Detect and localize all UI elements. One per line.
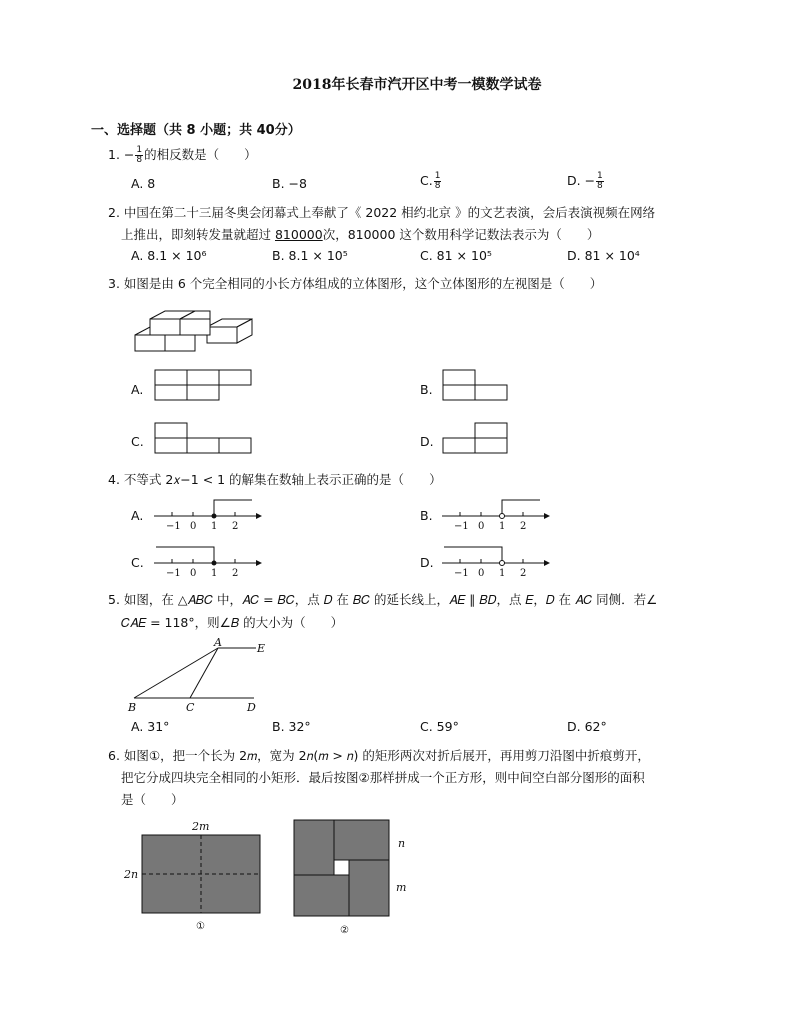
q1-option-d-fraction — [596, 172, 604, 191]
point-label-c: C — [186, 701, 195, 714]
q4-option-a-numberline — [152, 496, 264, 532]
tick-label: 1 — [499, 568, 506, 579]
q6-figure-2 — [288, 815, 418, 935]
tick-label: 0 — [478, 521, 485, 532]
question-1 — [108, 144, 708, 166]
q4-option-d[interactable]: D. — [420, 555, 434, 570]
q1-frac-den: 8 — [136, 155, 143, 165]
fig1-height-label: 2n — [124, 868, 139, 881]
q3-solid-figure — [130, 300, 260, 355]
q1-stem: 的相反数是（ ） — [144, 147, 257, 162]
q3-option-d[interactable]: D. — [420, 434, 434, 449]
q4-option-c-numberline — [152, 543, 264, 579]
tick-label: −1 — [454, 521, 469, 532]
point-label-d: D — [247, 701, 256, 714]
q1-number: 1. — [108, 147, 120, 162]
q1-neg-sign: − — [123, 147, 135, 162]
tick-label: 1 — [211, 568, 218, 579]
q4-option-d-numberline — [440, 543, 552, 579]
q4-option-c[interactable]: C. — [131, 555, 144, 570]
tick-label: −1 — [166, 568, 181, 579]
q1-frac-num: 1 — [136, 145, 143, 155]
fig2-caption: ② — [340, 925, 349, 935]
q1-fraction — [135, 146, 143, 165]
q1-option-d-den: 8 — [597, 181, 603, 191]
tick-label: −1 — [454, 568, 469, 579]
q5-option-c[interactable]: C. 59° — [420, 719, 459, 734]
q4-stem: 4. 不等式 2𝑥−1 < 1 的解集在数轴上表示正确的是（ ） — [108, 472, 442, 487]
tick-label: 2 — [520, 568, 527, 579]
q2-line2-underlined: 810000 — [274, 227, 323, 242]
q6-line1: 6. 如图①，把一个长为 2𝑚，宽为 2𝑛(𝑚 > 𝑛) 的矩形两次对折后展开，再用剪刀沿图中折痕剪开， — [108, 748, 650, 763]
tick-label: 0 — [478, 568, 485, 579]
tick-label: 0 — [190, 568, 197, 579]
point-label-a: A — [214, 638, 222, 649]
q2-line2-pre: 上推出，即刻转发量就超过 — [121, 227, 275, 242]
tick-label: 2 — [232, 521, 239, 532]
tick-label: 0 — [190, 521, 197, 532]
section-heading: 一、选择题（共 8 小题；共 40分） — [91, 123, 301, 138]
tick-label: 2 — [520, 521, 527, 532]
q5-line2: 𝐶𝐴𝐸 = 118°，则∠𝐵 的大小为（ ） — [121, 615, 344, 630]
q2-line2-post: 次，810000 这个数用科学记数法表示为（ ） — [322, 227, 600, 242]
q2-line2 — [121, 224, 721, 246]
q1-option-b[interactable]: B. −8 — [272, 176, 307, 191]
q2-option-c[interactable]: C. 81 × 10⁵ — [420, 248, 492, 263]
fig2-m-label: m — [396, 881, 407, 894]
q5-line1: 5. 如图，在 △𝐴𝐵𝐶 中，𝐴𝐶 = 𝐵𝐶，点 𝐷 在 𝐵𝐶 的延长线上，𝐴𝐸 ∥ 𝐵𝐷，点 𝐸，𝐷 在 𝐴𝐶 同侧．若∠ — [108, 592, 658, 607]
q3-option-c-figure — [154, 422, 254, 456]
q1-option-c-fraction — [434, 172, 442, 191]
point-label-e: E — [257, 642, 266, 655]
q1-option-c[interactable] — [420, 172, 442, 191]
q1-option-c-label: C. — [420, 173, 433, 188]
q4-option-b-numberline — [440, 496, 552, 532]
q3-stem: 3. 如图是由 6 个完全相同的小长方体组成的立体图形，这个立体图形的左视图是（ ） — [108, 276, 603, 291]
q1-option-d-label: D. − — [567, 173, 596, 188]
tick-label: 1 — [499, 521, 506, 532]
fig1-caption: ① — [196, 921, 205, 932]
q3-option-b-figure — [442, 369, 512, 403]
tick-label: 1 — [211, 521, 218, 532]
q3-option-a[interactable]: A. — [131, 382, 144, 397]
q3-option-b[interactable]: B. — [420, 382, 433, 397]
q5-option-d[interactable]: D. 62° — [567, 719, 607, 734]
q5-option-a[interactable]: A. 31° — [131, 719, 170, 734]
page-title: 2018年长春市汽开区中考一模数学试卷 — [292, 77, 542, 93]
q3-option-a-figure — [154, 369, 254, 403]
fig2-n-label: n — [398, 837, 406, 850]
q1-option-c-den: 8 — [434, 181, 441, 191]
point-label-b: B — [128, 701, 137, 714]
tick-label: 2 — [232, 568, 239, 579]
q3-option-c[interactable]: C. — [131, 434, 144, 449]
fig1-width-label: 2m — [192, 820, 210, 833]
q2-option-b[interactable]: B. 8.1 × 10⁵ — [272, 248, 348, 263]
q5-triangle-figure — [124, 638, 274, 714]
q1-option-a[interactable]: A. 8 — [131, 176, 156, 191]
q4-option-a[interactable]: A. — [131, 508, 144, 523]
q1-option-c-num: 1 — [434, 171, 441, 181]
q2-option-a[interactable]: A. 8.1 × 10⁶ — [131, 248, 207, 263]
q5-option-b[interactable]: B. 32° — [272, 719, 311, 734]
q6-line3: 是（ ） — [121, 792, 184, 807]
q3-option-d-figure — [442, 422, 512, 456]
q2-option-d[interactable]: D. 81 × 10⁴ — [567, 248, 640, 263]
q6-figure-1 — [120, 815, 270, 935]
tick-label: −1 — [166, 521, 181, 532]
q6-line2: 把它分成四块完全相同的小矩形．最后按图②那样拼成一个正方形，则中间空白部分图形的面积 — [121, 770, 645, 785]
q1-option-d-num: 1 — [597, 171, 603, 181]
q4-option-b[interactable]: B. — [420, 508, 433, 523]
q1-option-d[interactable] — [567, 172, 605, 191]
q2-line1: 2. 中国在第二十三届冬奥会闭幕式上奉献了《 2022 相约北京 》的文艺表演，会后表演视频在网络 — [108, 205, 656, 220]
